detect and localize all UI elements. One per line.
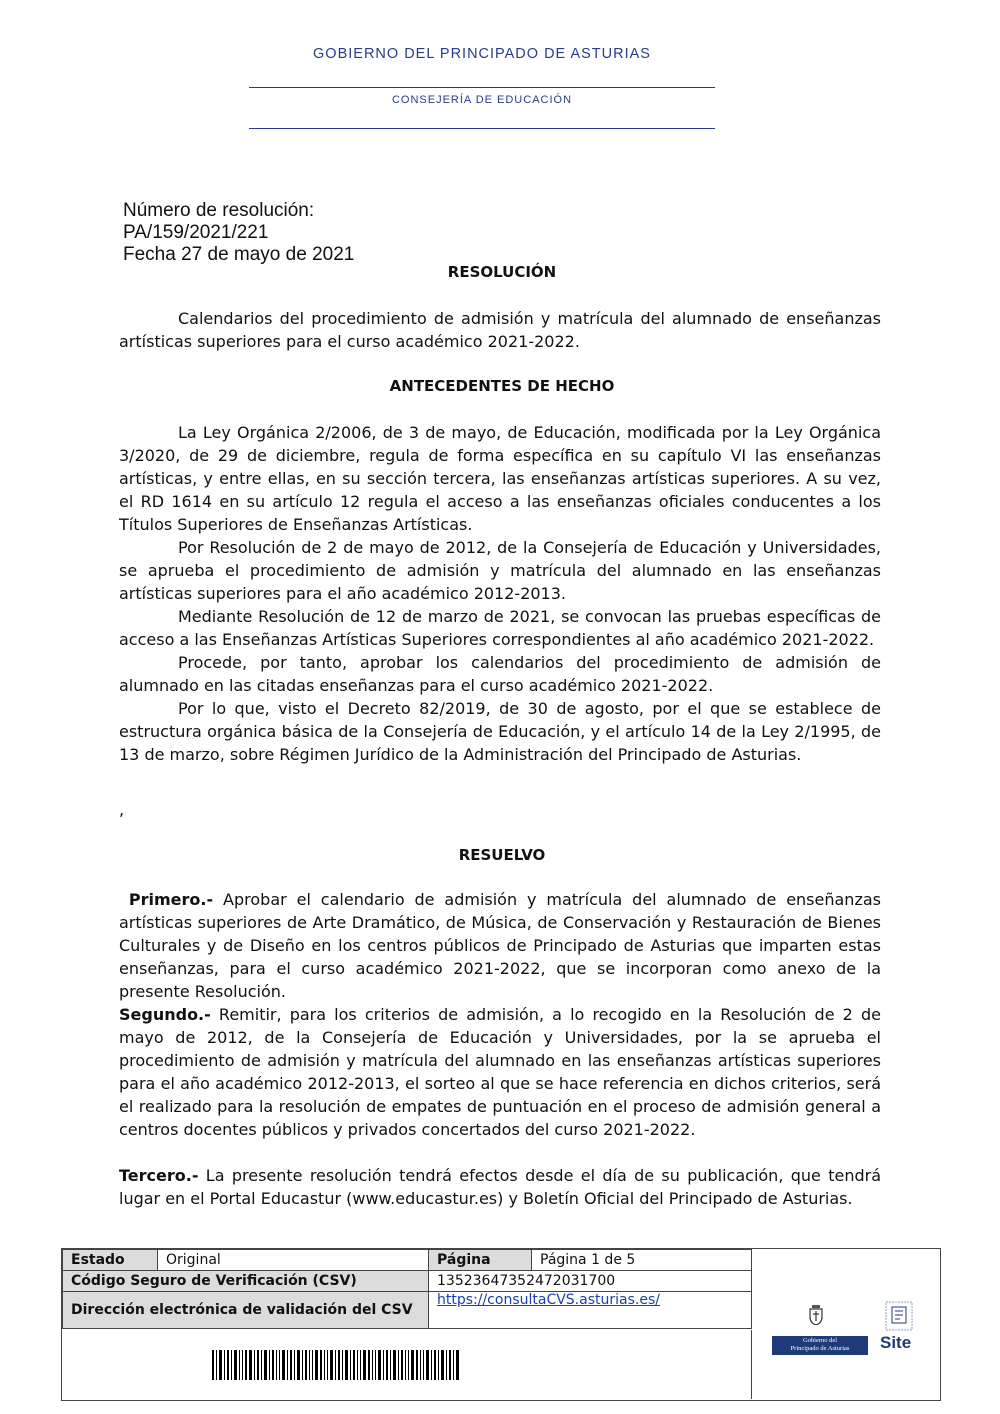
csv-value: 13523647352472031700 bbox=[429, 1271, 752, 1292]
antecedentes-section bbox=[119, 421, 881, 766]
tercero-label: Tercero.- bbox=[119, 1166, 199, 1185]
csv-metadata-table bbox=[62, 1249, 752, 1329]
segundo-label: Segundo.- bbox=[119, 1005, 211, 1024]
resuelvo-heading: RESUELVO bbox=[458, 846, 546, 864]
coat-of-arms-icon bbox=[808, 1305, 824, 1325]
site-label: Site bbox=[880, 1333, 912, 1352]
stray-mark: , bbox=[119, 800, 125, 819]
estado-label: Estado bbox=[63, 1250, 158, 1271]
header-government-title: GOBIERNO DEL PRINCIPADO DE ASTURIAS bbox=[313, 46, 651, 62]
resuelvo-tercero bbox=[119, 1164, 881, 1210]
pagina-value: Página 1 de 5 bbox=[532, 1250, 752, 1271]
csv-validation-link[interactable]: https://consultaCVS.asturias.es/ bbox=[437, 1292, 660, 1308]
government-logo: Gobierno del Principado de Asturias bbox=[772, 1336, 868, 1355]
antecedente-paragraph: Procede, por tanto, aprobar los calendarios del procedimiento de admisión de alumnado en las citadas enseñanzas para el curso académico 2021-2022. bbox=[119, 653, 881, 695]
header-department: CONSEJERÍA DE EDUCACIÓN bbox=[391, 94, 573, 106]
estado-value: Original bbox=[158, 1250, 429, 1271]
header-rule-top bbox=[249, 87, 715, 88]
logo-area bbox=[752, 1249, 940, 1400]
antecedente-paragraph: Por Resolución de 2 de mayo de 2012, de la Consejería de Educación y Universidades, se aprueba el procedimiento de admisión y matrícula del alumnado en las enseñanzas artísticas superiores para el año académico 2012-2013. bbox=[119, 538, 881, 603]
intro-paragraph bbox=[119, 307, 881, 353]
url-label: Dirección electrónica de validación del CSV bbox=[63, 1292, 429, 1329]
antecedente-paragraph: Mediante Resolución de 12 de marzo de 2021, se convocan las pruebas específicas de acceso a las Enseñanzas Artísticas Superiores correspondientes al año académico 2021-2022. bbox=[119, 607, 881, 649]
resolution-number-block bbox=[123, 200, 354, 266]
resuelvo-primero bbox=[119, 888, 881, 1003]
antecedente-paragraph: Por lo que, visto el Decreto 82/2019, de 30 de agosto, por el que se establece de estructura orgánica básica de la Consejería de Educación, y el artículo 14 de la Ley 2/1995, de 13 de marzo, sobre Régimen Jurídico de la Administración del Principado de Asturias. bbox=[119, 699, 881, 764]
resuelvo-segundo bbox=[119, 1003, 881, 1141]
barcode-icon bbox=[212, 1350, 460, 1380]
primero-label: Primero.- bbox=[128, 890, 214, 909]
primero-text: Aprobar el calendario de admisión y matrícula del alumnado de enseñanzas artísticas superiores de Arte Dramático, de Música, de Conservación y Restauración de Bienes Culturales y de Diseño en los centros públicos de Principado de Asturias que imparten estas enseñanzas, para el curso académico 2021-2022, que se incorporan como anexo de la presente Resolución. bbox=[119, 890, 881, 1001]
resolution-number: PA/159/2021/221 bbox=[123, 222, 269, 243]
segundo-text: Remitir, para los criterios de admisión, a lo recogido en la Resolución de 2 de mayo de 2012, de la Consejería de Educación y Universidades, por la se aprueba el procedimiento de admisión y matrícula del alumnado en las enseñanzas artísticas superiores para el año académico 2012-2013, el sorteo al que se hace referencia en dichos criterios, será el realizado para la resolución de empates de puntuación en el proceso de admisión general a centros docentes públicos y privados concertados del curso 2021-2022. bbox=[119, 1005, 881, 1139]
header-rule-bottom bbox=[249, 128, 715, 129]
site-stamp-icon bbox=[885, 1301, 913, 1331]
pagina-label: Página bbox=[429, 1250, 532, 1271]
intro-text: Calendarios del procedimiento de admisión y matrícula del alumnado de enseñanzas artísticas superiores para el curso académico 2021-2022. bbox=[119, 309, 881, 351]
csv-validation-footer bbox=[61, 1248, 941, 1401]
document-title: RESOLUCIÓN bbox=[447, 263, 557, 281]
antecedentes-heading: ANTECEDENTES DE HECHO bbox=[389, 377, 615, 395]
barcode-cell bbox=[62, 1330, 752, 1399]
resolution-date: Fecha 27 de mayo de 2021 bbox=[123, 244, 355, 265]
antecedente-paragraph: La Ley Orgánica 2/2006, de 3 de mayo, de Educación, modificada por la Ley Orgánica 3/2020, de 29 de diciembre, regula de forma específica en su capítulo VI las enseñanzas artísticas, y entre ellas, en su sección tercera, las enseñanzas artísticas superiores. A su vez, el RD 1614 en su artículo 12 regula el acceso a las enseñanzas oficiales conducentes a los Títulos Superiores de Enseñanzas Artísticas. bbox=[119, 423, 881, 534]
resolution-number-label: Número de resolución: bbox=[123, 200, 315, 221]
csv-label: Código Seguro de Verificación (CSV) bbox=[63, 1271, 429, 1292]
tercero-text: La presente resolución tendrá efectos desde el día de su publicación, que tendrá lugar en el Portal Educastur (www.educastur.es) y Boletín Oficial del Principado de Asturias. bbox=[119, 1166, 881, 1208]
